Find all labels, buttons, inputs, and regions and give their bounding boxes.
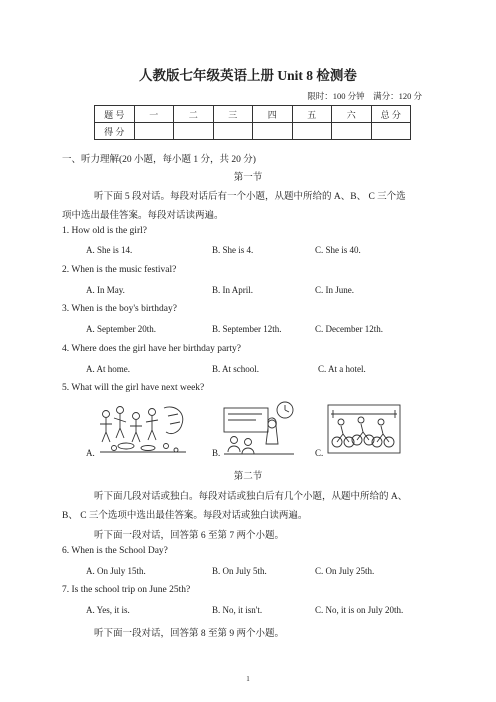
score-table-cell: 六: [332, 106, 372, 123]
full-score: 满分：120 分: [373, 91, 422, 101]
section2-lead-q8-q9: 听下面一段对话，回答第 8 至第 9 两个小题。: [94, 629, 285, 639]
score-blank-cell: [134, 123, 174, 140]
score-blank-cell: [174, 123, 214, 140]
question-4-option-a: A. At home.: [86, 364, 130, 374]
score-table-cell: 二: [174, 106, 214, 123]
question-2-option-a: A. In May.: [86, 285, 125, 295]
question-6-option-a: A. On July 15th.: [86, 566, 146, 576]
score-table-cell: 三: [213, 106, 253, 123]
score-blank-cell: [292, 123, 332, 140]
picture-b-classroom-illustration: [222, 400, 298, 456]
time-limit: 限时：100 分钟: [307, 91, 365, 101]
question-1-option-b: B. She is 4.: [212, 245, 254, 255]
score-blank-cell: [213, 123, 253, 140]
question-3-option-c: C. December 12th.: [315, 324, 383, 334]
question-4-option-c: C. At a hotel.: [318, 364, 366, 374]
question-1-option-c: C. She is 40.: [315, 245, 361, 255]
time-and-score-line: [307, 90, 422, 102]
section1-instructions-line2: 项中选出最佳答案。每段对话读两遍。: [62, 211, 224, 221]
question-2-option-c: C. In June.: [315, 285, 354, 295]
score-blank-cell: [371, 123, 411, 140]
question-1-stem: 1. How old is the girl?: [62, 226, 147, 236]
score-table-score-row: [95, 123, 411, 140]
question-2-stem: 2. When is the music festival?: [62, 265, 177, 275]
question-4-stem: 4. Where does the girl have her birthday party?: [62, 344, 241, 354]
question-7-option-a: A. Yes, it is.: [86, 605, 130, 615]
score-table-cell: 五: [292, 106, 332, 123]
question-3-option-b: B. September 12th.: [212, 324, 282, 334]
question-5-option-c: C.: [315, 448, 324, 458]
picture-c-cycling-illustration: [327, 404, 401, 454]
page-number: 1: [246, 675, 250, 683]
score-table: [94, 105, 411, 140]
score-table-cell: 一: [134, 106, 174, 123]
section2-lead-q6-q7: 听下面一段对话，回答第 6 至第 7 两个小题。: [94, 531, 285, 541]
question-6-option-c: C. On July 25th.: [315, 566, 375, 576]
score-table-header-row: [95, 106, 411, 123]
score-blank-cell: [332, 123, 372, 140]
exam-title: 人教版七年级英语上册 Unit 8 检测卷: [139, 68, 357, 83]
score-row-label: 得 分: [95, 123, 135, 140]
score-table-cell: 总 分: [371, 106, 411, 123]
section2-title: 第二节: [233, 472, 263, 482]
part1-heading: 一、听力理解(20 小题，每小题 1 分，共 20 分): [62, 155, 256, 165]
question-2-option-b: B. In April.: [212, 285, 254, 295]
section1-instructions-line1: 听下面 5 段对话。每段对话后有一个小题，从题中所给的 A、B、 C 三个选: [94, 192, 406, 202]
question-5-stem: 5. What will the girl have next week?: [62, 383, 205, 393]
score-blank-cell: [253, 123, 293, 140]
score-table-cell: 四: [253, 106, 293, 123]
question-5-option-b: B.: [212, 448, 221, 458]
question-7-option-c: C. No, it is on July 20th.: [315, 605, 404, 615]
question-1-option-a: A. She is 14.: [86, 245, 133, 255]
section1-title: 第一节: [233, 173, 263, 183]
question-6-option-b: B. On July 5th.: [212, 566, 267, 576]
question-5-option-a: A.: [86, 448, 95, 458]
section2-instructions-line2: B、 C 三个选项中选出最佳答案。每段对话或独白读两遍。: [62, 511, 308, 521]
question-7-option-b: B. No, it isn't.: [212, 605, 263, 615]
score-table-cell: 题 号: [95, 106, 135, 123]
question-4-option-b: B. At school.: [212, 364, 260, 374]
question-3-stem: 3. When is the boy's birthday?: [62, 304, 177, 314]
question-6-stem: 6. When is the School Day?: [62, 546, 168, 556]
question-3-option-a: A. September 20th.: [86, 324, 156, 334]
picture-a-party-illustration: [96, 402, 190, 456]
question-7-stem: 7. Is the school trip on June 25th?: [62, 585, 191, 595]
section2-instructions-line1: 听下面几段对话或独白。每段对话或独白后有几个小题，从题中所给的 A、: [94, 492, 408, 502]
